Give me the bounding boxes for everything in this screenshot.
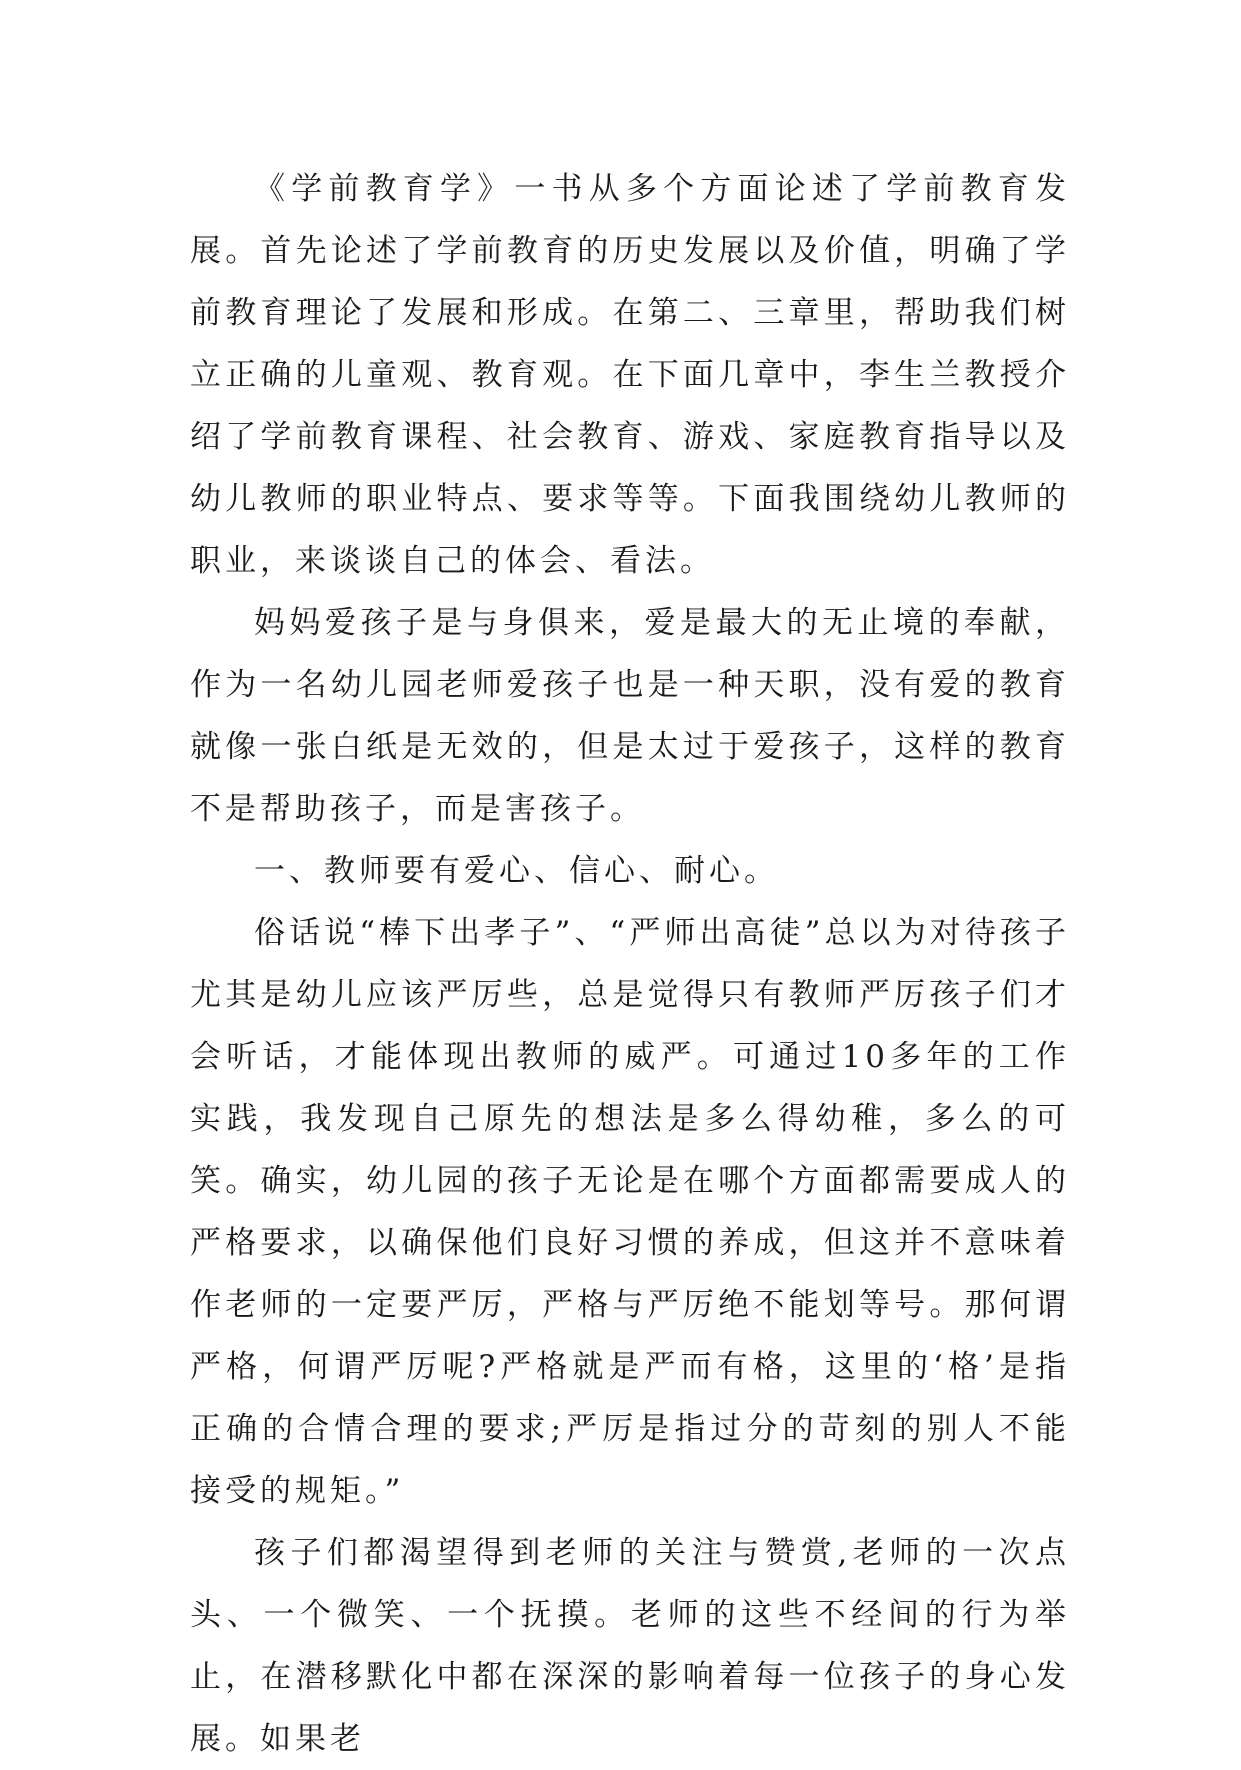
section-heading-one: 一、教师要有爱心、信心、耐心。 bbox=[254, 853, 779, 889]
paragraph-love: 妈妈爱孩子是与身俱来，爱是最大的无止境的奉献，作为一名幼儿园老师爱孩子也是一种天职，没有爱的教育就像一张白纸是无效的，但是太过于爱孩子，这样的教育不是帮助孩子，而是害孩子。 bbox=[190, 605, 1070, 827]
paragraph-strictness: 俗话说“棒下出孝子”、“严师出高徒”总以为对待孩子尤其是幼儿应该严厉些，总是觉得只有教师严厉孩子们才会听话，才能体现出教师的威严。可通过10多年的工作实践，我发现自己原先的想法是多么得幼稚，多么的可笑。确实，幼儿园的孩子无论是在哪个方面都需要成人的严格要求，以确保他们良好习惯的养成，但这并不意味着作老师的一定要严厉，严格与严厉绝不能划等号。那何谓严格，何谓严厉呢?严格就是严而有格，这里的‘格’是指正确的合情合理的要求;严厉是指过分的苛刻的别人不能接受的规矩。” bbox=[190, 915, 1070, 1509]
document-body bbox=[190, 158, 1070, 1770]
paragraph-attention: 孩子们都渴望得到老师的关注与赞赏,老师的一次点头、一个微笑、一个抚摸。老师的这些不经间的行为举止，在潜移默化中都在深深的影响着每一位孩子的身心发展。如果老 bbox=[190, 1535, 1070, 1757]
paragraph-intro: 《学前教育学》一书从多个方面论述了学前教育发展。首先论述了学前教育的历史发展以及价值，明确了学前教育理论了发展和形成。在第二、三章里，帮助我们树立正确的儿童观、教育观。在下面几章中，李生兰教授介绍了学前教育课程、社会教育、游戏、家庭教育指导以及幼儿教师的职业特点、要求等等。下面我围绕幼儿教师的职业，来谈谈自己的体会、看法。 bbox=[190, 171, 1070, 579]
